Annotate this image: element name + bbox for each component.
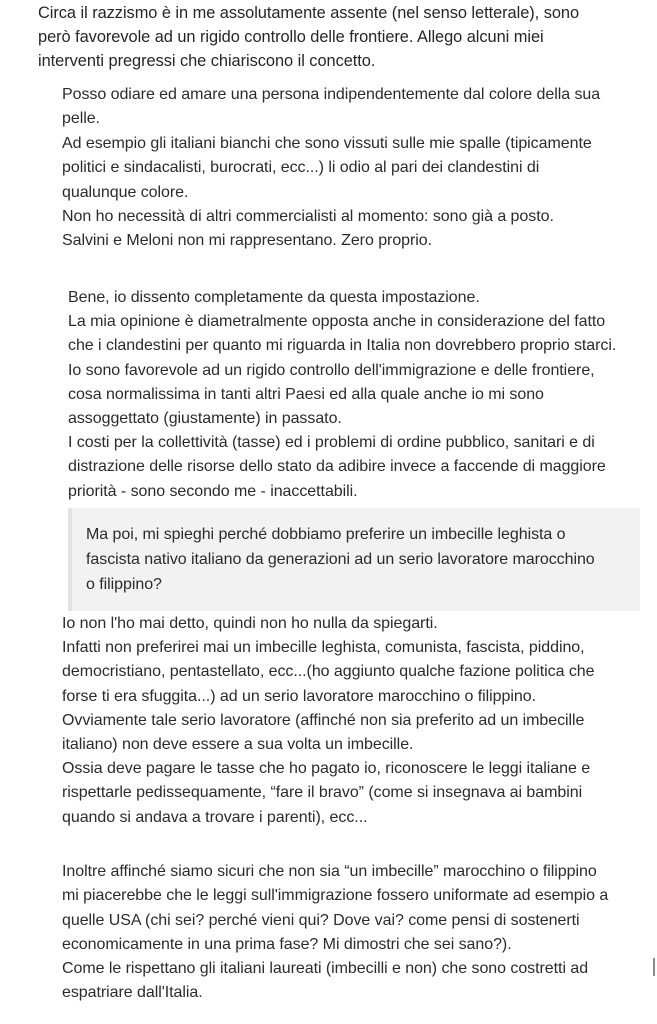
reply-paragraph-2: Inoltre affinché siamo sicuri che non sia “un imbecille” marocchino o filippino mi piacerebbe che le leggi sull'immigrazione fossero uniformate ad esempio a quelle USA (chi sei? perché vieni qui? Dove vai? come pensi di sostenerti economicamente in una prima fase? Mi dimostri che sei sano?). Come le rispettano gli italiani laureati (imbecilli e non) che sono costretti ad espatriare dall'Italia.: [62, 863, 609, 1002]
previous-reply-text: Bene, io dissento completamente da questa impostazione. La mia opinione è diametralmente opposta anche in considerazione del fatto che i clandestini per quanto mi riguarda in Italia non dovrebbero proprio starci. Io sono favorevole ad un rigido controllo dell'immigrazione e delle frontiere, cosa normalissima in tanti altri Paesi ed alla quale anche io mi sono assoggettato (giustamente) in passato. I costi per la collettività (tasse) ed i problemi di ordine pubblico, sanitari e di distrazione delle risorse dello stato da adibire invece a faccende di maggiore priorità - sono secondo me - inaccettabili.: [68, 289, 617, 500]
quoted-comment-text: Posso odiare ed amare una persona indipendentemente dal colore della sua pelle. Ad esempio gli italiani bianchi che sono vissuti sulle mie spalle (tipicamente politici e sindacalisti, burocrati, ecc...) li odio al pari dei clandestini di qualunque colore. Non ho necessità di altri commercialisti al momento: sono già a posto. Salvini e Meloni non mi rappresentano. Zero proprio.: [62, 86, 601, 250]
post-intro-text: Circa il razzismo è in me assolutamente assente (nel senso letterale), sono però favorevole ad un rigido controllo delle frontiere. Allego alcuni miei interventi pregressi che chiariscono il concetto.: [38, 4, 580, 70]
edge-scroll-mark: [653, 958, 655, 976]
nested-blockquote: [68, 508, 640, 611]
nested-blockquote-text: Ma poi, mi spieghi perché dobbiamo preferire un imbecille leghista o fascista nativo italiano da generazioni ad un serio lavoratore marocchino o filippino?: [86, 526, 595, 593]
reply-paragraph-1: Io non l'ho mai detto, quindi non ho nulla da spiegarti. Infatti non preferirei mai un imbecille leghista, comunista, fascista, piddino, democristiano, pentastellato, ecc...(ho aggiunto qualche fazione politica che forse ti era sfuggita...) ad un serio lavoratore marocchino o filippino. Ovviamente tale serio lavoratore (affinché non sia preferito ad un imbecille italiano) non deve essere a sua volta un imbecille. Ossia deve pagare le tasse che ho pagato io, riconoscere le leggi italiane e rispettarle pedissequamente, “fare il bravo” (come si insegnava ai bambini quando si andava a trovare i parenti), ecc...: [62, 615, 595, 826]
